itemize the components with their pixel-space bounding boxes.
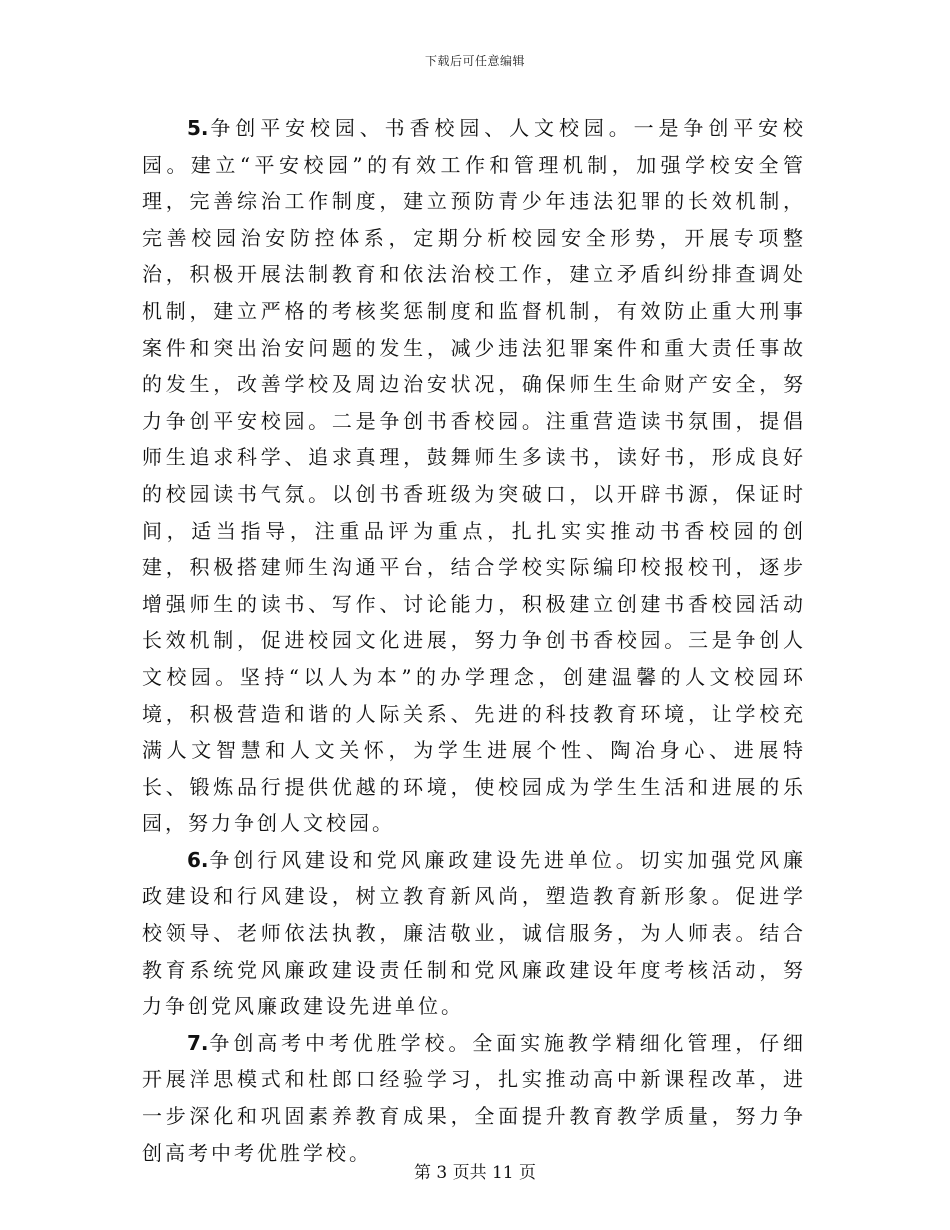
page-footer: 第 3 页共 11 页	[413, 1163, 537, 1183]
paragraph-text: 争创平安校园、书香校园、人文校园。一是争创平安校园。建立“平安校园”的有效工作和管理机制，加强学校安全管理，完善综治工作制度，建立预防青少年违法犯罪的长效机制，完善校园治安防控体系，定期分析校园安全形势，开展专项整治，积极开展法制教育和依法治校工作，建立矛盾纠纷排查调处机制，建立严格的考核奖惩制度和监督机制，有效防止重大刑事案件和突出治安问题的发生，减少违法犯罪案件和重大责任事故的发生，改善学校及周边治安状况，确保师生生命财产安全，努力争创平安校园。二是争创书香校园。注重营造读书氛围，提倡师生追求科学、追求真理，鼓舞师生多读书，读好书，形成良好的校园读书气氛。以创书香班级为突破口，以开辟书源，保证时间，适当指导，注重品评为重点，扎扎实实推动书香校园的创建，积极搭建师生沟通平台，结合学校实际编印校报校刊，逐步增强师生的读书、写作、讨论能力，积极建立创建书香校园活动长效机制，促进校园文化进展，努力争创书香校园。三是争创人文校园。坚持“以人为本”的办学理念，创建温馨的人文校园环境，积极营造和谐的人际关系、先进的科技教育环境，让学校充满人文智慧和人文关怀，为学生进展个性、陶冶身心、进展特长、锻炼品行提供优越的环境，使校园成为学生生活和进展的乐园，努力争创人文校园。	[142, 116, 806, 836]
item-number: 6.	[187, 847, 209, 872]
page-header: 下载后可任意编辑	[424, 54, 525, 68]
paragraph-6	[142, 842, 806, 1025]
paragraph-7	[142, 1025, 806, 1171]
paragraph-5	[142, 110, 806, 842]
paragraph-text: 争创行风建设和党风廉政建设先进单位。切实加强党风廉政建设和行风建设，树立教育新风尚，塑造教育新形象。促进学校领导、老师依法执教，廉洁敬业，诚信服务，为人师表。结合教育系统党风廉政建设责任制和党风廉政建设年度考核活动，努力争创党风廉政建设先进单位。	[142, 847, 806, 1019]
item-number: 5.	[187, 116, 209, 140]
document-body	[142, 110, 806, 1171]
paragraph-text: 争创高考中考优胜学校。全面实施教学精细化管理，仔细开展洋思模式和杜郎口经验学习，扎实推动高中新课程改革，进一步深化和巩固素养教育成果，全面提升教育教学质量，努力争创高考中考优胜学校。	[142, 1030, 806, 1165]
item-number: 7.	[187, 1030, 209, 1055]
